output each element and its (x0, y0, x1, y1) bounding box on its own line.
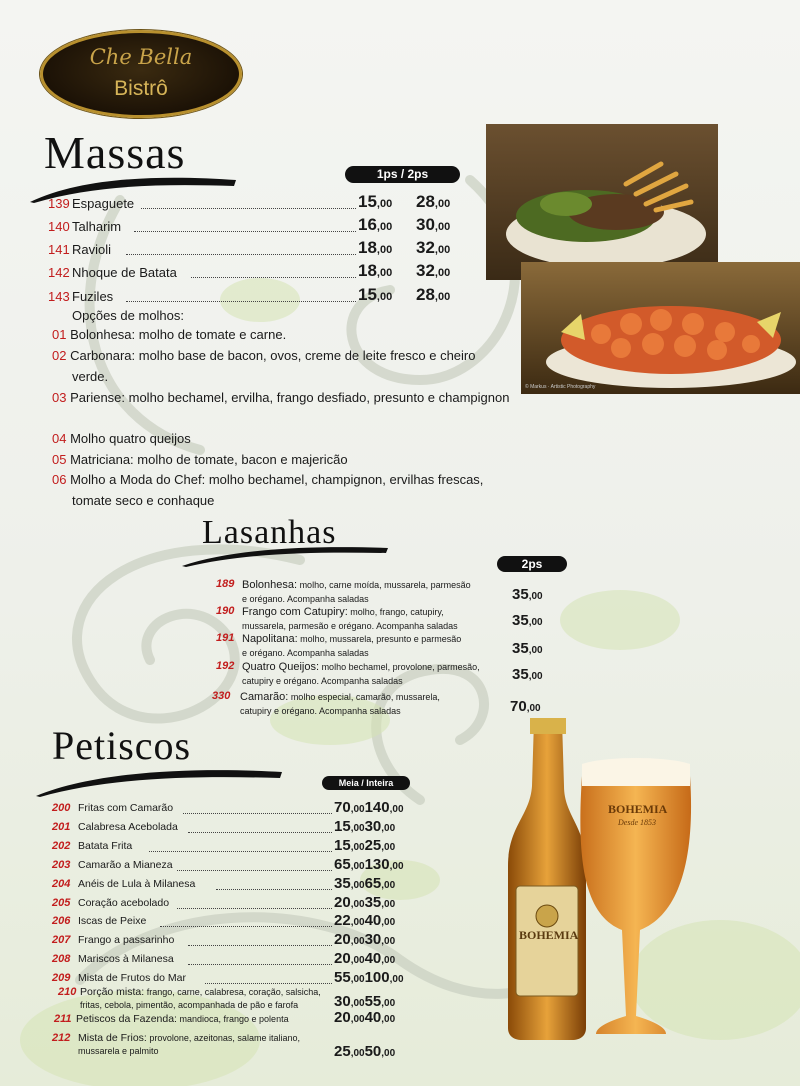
sauce-number: 02 (52, 348, 67, 363)
beer-bottle-glass-illustration (486, 716, 696, 1046)
item-line2: catupiry e orégano. Acompanha saladas (242, 676, 403, 686)
logo-name: Bistrô (114, 77, 168, 100)
item-name: Anéis de Lula à Milanesa (78, 877, 196, 890)
petiscos-brush-stroke (34, 764, 284, 798)
sauce-number: 03 (52, 390, 67, 405)
price-one-person: 15,00 (358, 192, 393, 211)
item-number: 142 (48, 265, 70, 280)
item-name: Porção mista: (80, 986, 145, 998)
petisco-row (52, 1032, 432, 1062)
leader-dots (216, 889, 332, 890)
item-line2: mussarela, parmesão e orégano. Acompanha saladas (242, 621, 458, 631)
item-prices: 20,0040,00 (334, 950, 396, 968)
sauce-number: 05 (52, 452, 67, 467)
item-description: Porção mista: frango, carne, calabresa, coração, salsicha, fritas, cebola, pimentão, acompanhada de pão e farofa (80, 986, 321, 1010)
sauce-option (52, 470, 512, 511)
item-name: Talharim (72, 219, 122, 234)
sauce-option (52, 450, 512, 471)
item-line1: molho bechamel, provolone, parmesão, (321, 662, 480, 672)
item-prices: 30,0055,00 (334, 993, 396, 1010)
item-line2: e orégano. Acompanha saladas (242, 648, 369, 658)
leader-dots (160, 926, 332, 927)
leader-dots (141, 208, 356, 209)
price-two-persons: 30,00 (416, 215, 451, 234)
item-name: Fuziles (72, 289, 114, 304)
item-name: Nhoque de Batata (72, 265, 177, 280)
salad-plate-illustration (486, 124, 718, 280)
item-name: Ravioli (72, 242, 112, 257)
item-number: 207 (52, 934, 71, 947)
item-line2: e orégano. Acompanha saladas (242, 594, 369, 604)
item-description: Mista de Frios: provolone, azeitonas, salame italiano, mussarela e palmito (78, 1032, 300, 1056)
sauce-description: Carbonara: molho base de bacon, ovos, creme de leite fresco e cheiro verde. (70, 348, 476, 384)
logo-script-text: Che Bella (89, 45, 193, 69)
item-number: 330 (212, 690, 231, 702)
item-number: 192 (216, 660, 235, 672)
item-number: 143 (48, 289, 70, 304)
leader-dots (134, 231, 356, 232)
price-one-person: 15,00 (358, 285, 393, 304)
lasanha-row (216, 660, 566, 690)
item-number: 139 (48, 196, 70, 211)
sauce-option (52, 346, 512, 387)
food-photo-shrimp (521, 262, 800, 394)
item-line1: molho, frango, catupiry, (350, 607, 444, 617)
item-description (242, 578, 512, 606)
item-prices: 25,0050,00 (334, 1043, 396, 1060)
item-name: Bolonhesa: (242, 579, 298, 591)
massas-title: Massas (44, 127, 186, 178)
item-name: Napolitana: (242, 633, 298, 645)
item-prices: 20,0035,00 (334, 893, 396, 911)
item-number: 211 (54, 1013, 72, 1025)
price-two-persons: 32,00 (416, 261, 451, 280)
item-name: Coração acebolado (78, 896, 170, 909)
item-number: 202 (52, 839, 71, 852)
price-one-person: 18,00 (358, 238, 393, 257)
sauce-option (52, 388, 512, 409)
sauce-description: Molho a Moda do Chef: molho bechamel, champignon, ervilhas frescas, tomate seco e conhaque (70, 472, 484, 508)
sauce-option (52, 325, 512, 346)
item-prices: 35,0065,00 (334, 874, 396, 892)
item-price: 35,00 (512, 666, 543, 683)
item-name: Calabresa Acebolada (78, 820, 178, 833)
leader-dots (126, 301, 356, 302)
massa-row (48, 192, 468, 218)
massa-row (48, 215, 468, 241)
item-description (240, 690, 510, 718)
item-number: 204 (52, 877, 71, 890)
sauce-number: 04 (52, 431, 67, 446)
item-number: 209 (52, 972, 71, 985)
price-one-person: 16,00 (358, 215, 393, 234)
item-description (242, 660, 512, 688)
leader-dots (126, 254, 356, 255)
price-two-persons: 32,00 (416, 238, 451, 257)
lasanhas-portion-header: 2ps (497, 556, 567, 572)
item-price: 35,00 (512, 586, 543, 603)
sauce-number: 01 (52, 327, 67, 342)
item-name: Mista de Frios: (78, 1032, 147, 1044)
item-prices: 22,0040,00 (334, 912, 396, 930)
item-line1: molho, mussarela, presunto e parmesão (300, 634, 462, 644)
massas-portion-header: 1ps / 2ps (345, 166, 460, 183)
bottle-brand-label: BOHEMIA (519, 928, 579, 942)
petiscos-portion-header: Meia / Inteira (322, 776, 410, 790)
leader-dots (188, 945, 332, 946)
item-number: 189 (216, 578, 235, 590)
sauce-description: Matriciana: molho de tomate, bacon e majericão (70, 452, 348, 467)
lasanhas-title: Lasanhas (202, 514, 337, 551)
lasanha-row (216, 578, 566, 608)
item-line1: molho especial, camarão, mussarela, (290, 692, 440, 702)
item-number: 200 (52, 802, 71, 814)
item-prices: 20,0040,00 (334, 1009, 396, 1026)
food-photo-salad (486, 124, 718, 280)
massa-row (48, 261, 468, 287)
item-name: Frango com Catupiry: (242, 606, 348, 618)
item-number: 206 (52, 915, 71, 928)
leader-dots (191, 277, 356, 278)
sauce-option (52, 429, 512, 450)
lasanhas-brush-stroke (180, 542, 390, 568)
item-name: Batata Frita (78, 839, 133, 852)
sauce-options-title: Opções de molhos: (72, 308, 185, 323)
item-prices: 65,00130,00 (334, 855, 404, 873)
lasanha-row (216, 632, 566, 662)
leader-dots (188, 832, 332, 833)
item-number: 190 (216, 605, 235, 617)
fried-shrimp-illustration (521, 262, 800, 394)
item-name: Espaguete (72, 196, 135, 211)
item-number: 191 (216, 632, 235, 644)
photo-credit: © Markus · Artistic Photography (525, 384, 596, 390)
item-prices: 15,0030,00 (334, 817, 396, 835)
item-number: 201 (52, 820, 71, 833)
item-price: 35,00 (512, 640, 543, 657)
lasanha-row (216, 605, 566, 635)
sauce-number: 06 (52, 472, 67, 487)
item-name: Mista de Frutos do Mar (78, 972, 186, 985)
item-description (242, 632, 512, 660)
item-prices: 20,0030,00 (334, 931, 396, 949)
item-name: Petiscos da Fazenda: (76, 1013, 177, 1025)
item-name: Camarão a Mianeza (78, 858, 173, 871)
item-name: Camarão: (240, 691, 289, 703)
item-number: 210 (58, 986, 77, 998)
item-number: 140 (48, 219, 70, 234)
glass-brand-label: BOHEMIA (608, 802, 668, 816)
bistro-logo (40, 30, 242, 118)
price-two-persons: 28,00 (416, 285, 451, 304)
item-name: Mariscos à Milanesa (78, 953, 174, 966)
item-name: Frango a passarinho (78, 934, 175, 947)
leader-dots (149, 851, 332, 852)
leader-dots (177, 908, 332, 909)
item-name: Fritas com Camarão (78, 802, 174, 814)
item-number: 203 (52, 858, 71, 871)
price-one-person: 18,00 (358, 261, 393, 280)
item-price: 35,00 (512, 612, 543, 629)
item-number: 212 (52, 1032, 71, 1044)
item-number: 141 (48, 242, 70, 257)
glass-since-label: Desde 1853 (618, 818, 656, 827)
item-line1: molho, carne moída, mussarela, parmesão (299, 580, 471, 590)
price-two-persons: 28,00 (416, 192, 451, 211)
item-prices: 55,00100,00 (334, 969, 404, 987)
item-name: Iscas de Peixe (78, 915, 147, 928)
item-description (242, 605, 512, 633)
sauce-description: Pariense: molho bechamel, ervilha, frango desfiado, presunto e champignon (70, 390, 510, 405)
item-price: 70,00 (510, 698, 541, 715)
petiscos-title: Petiscos (52, 723, 192, 768)
item-number: 205 (52, 896, 71, 909)
massa-row (48, 238, 468, 264)
item-line2: catupiry e orégano. Acompanha saladas (240, 706, 401, 716)
leader-dots (183, 813, 332, 814)
item-number: 208 (52, 953, 71, 966)
item-name: Quatro Queijos: (242, 661, 320, 673)
leader-dots (205, 983, 332, 984)
item-description: Petiscos da Fazenda: mandioca, frango e polenta (76, 1013, 289, 1025)
item-prices: 15,0025,00 (334, 836, 396, 854)
leader-dots (188, 964, 332, 965)
sauce-description: Molho quatro queijos (70, 431, 191, 446)
sauce-description: Bolonhesa: molho de tomate e carne. (70, 327, 287, 342)
item-prices: 70,00140,00 (334, 799, 404, 816)
leader-dots (177, 870, 332, 871)
